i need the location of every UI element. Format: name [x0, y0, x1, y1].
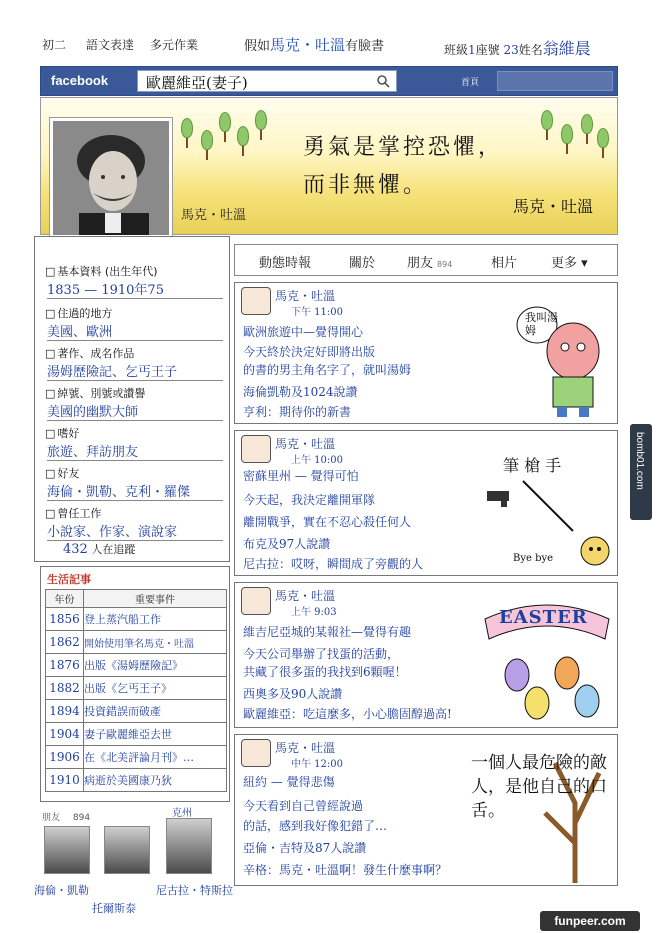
- event-year: 1906: [46, 746, 84, 769]
- friends-label: □ 好友: [45, 465, 79, 481]
- side-watermark: [630, 424, 652, 520]
- post-status: 密蘇里州 — 覺得可怕: [243, 469, 359, 483]
- life-events-table: [45, 589, 227, 792]
- job-label: □ 曾任工作: [45, 505, 101, 521]
- tree-trunk: [206, 150, 208, 160]
- table-row: [46, 654, 227, 677]
- tree-doodle: [237, 126, 249, 146]
- table-row: [46, 631, 227, 654]
- tab-timeline[interactable]: 動態時報: [259, 256, 312, 271]
- search-input[interactable]: 歐麗維亞(妻子): [146, 74, 248, 92]
- class-value: 1: [468, 43, 476, 57]
- follower-count-line: [63, 541, 135, 557]
- tab-friends-count: 894: [437, 260, 453, 269]
- subject-label: 語文表達: [86, 38, 135, 52]
- cover-quote-line2: 而非無懼。: [303, 173, 429, 198]
- title-prefix: 假如: [244, 39, 271, 54]
- title-suffix: 有臉書: [345, 39, 385, 54]
- name-label: 姓名: [518, 43, 543, 57]
- tree-doodle: [219, 112, 231, 132]
- follower-count: 432: [63, 542, 88, 557]
- places-label: □ 住過的地方: [45, 305, 112, 321]
- table-row: [46, 700, 227, 723]
- avatar: [241, 435, 271, 463]
- timeline-post: [234, 582, 618, 728]
- table-row: [46, 769, 227, 792]
- friends-value: 海倫・凱勒、克利・羅傑: [47, 481, 223, 501]
- event-text: 投資錯誤而破產: [84, 700, 227, 723]
- home-link[interactable]: 首頁: [461, 78, 480, 88]
- tab-more[interactable]: 更多 ▾: [551, 256, 588, 271]
- tree-doodle: [201, 130, 213, 150]
- timeline-post: [234, 430, 618, 576]
- post-text: 今天終於決定好即將出版: [243, 345, 376, 359]
- avatar: [241, 287, 271, 315]
- post-author[interactable]: 馬克・吐溫: [275, 741, 336, 755]
- post-text: 今天公司舉辦了找蛋的活動，: [243, 647, 400, 661]
- avatar: [241, 739, 271, 767]
- tree-doodle: [541, 110, 553, 130]
- tab-friends-label: 朋友: [407, 256, 434, 271]
- post-text: 的話，感到我好像犯錯了…: [243, 819, 388, 833]
- search-icon[interactable]: [376, 74, 390, 88]
- post-author[interactable]: 馬克・吐溫: [275, 437, 336, 451]
- tree-trunk: [224, 132, 226, 142]
- post-text: 離開戰爭，實在不忍心殺任何人: [243, 515, 412, 529]
- post-likes[interactable]: 布克及97人說讚: [243, 537, 331, 551]
- speech-bubble-text: 我叫湯姆: [525, 311, 558, 337]
- account-area[interactable]: [497, 71, 613, 91]
- tree-doodle: [255, 110, 267, 130]
- post-status: 歐洲旅遊中—覺得開心: [243, 325, 364, 339]
- follower-suffix: 人在追蹤: [91, 543, 136, 556]
- friends-count: 894: [72, 813, 91, 823]
- post-author[interactable]: 馬克・吐溫: [275, 589, 336, 603]
- page-title: [244, 34, 384, 55]
- basic-info-label: □ 基本資料 (出生年代): [45, 263, 158, 279]
- tree-trunk: [586, 134, 588, 144]
- facebook-top-bar: [40, 66, 618, 96]
- friend-note: 克州: [172, 808, 192, 819]
- post-time: 上午 10:00: [291, 455, 343, 466]
- col-year: 年份: [46, 590, 84, 608]
- post-comment: 歐麗維亞：吃這麼多，小心膽固醇過高!: [243, 707, 452, 721]
- works-value: 湯姆歷險記、乞丐王子: [47, 361, 223, 381]
- life-events-title: 生活記事: [47, 573, 91, 586]
- facebook-logo[interactable]: facebook: [51, 73, 109, 88]
- tab-about[interactable]: 關於: [349, 256, 376, 271]
- friend-photo[interactable]: [166, 818, 212, 874]
- post-time: 下午 11:00: [291, 307, 343, 318]
- side-watermark-text: bomb01.com: [634, 432, 645, 490]
- easter-banner-text: EASTER: [499, 607, 588, 628]
- assignment-label: 多元作業: [150, 38, 199, 52]
- post-author[interactable]: 馬克・吐溫: [275, 289, 336, 303]
- event-text: 在《北美評論月刊》…: [84, 746, 227, 769]
- tree-doodle: [181, 118, 193, 138]
- friend-photo[interactable]: [44, 826, 90, 874]
- friend-name[interactable]: 托爾斯泰: [92, 902, 136, 915]
- friends-title-text: 朋友: [42, 813, 61, 823]
- nickname-value: 美國的幽默大師: [47, 401, 223, 421]
- post-status: 紐約 — 覺得悲傷: [243, 775, 335, 789]
- search-box[interactable]: [137, 70, 397, 92]
- post-status: 維吉尼亞城的某報社—覺得有趣: [243, 625, 412, 639]
- student-name: 翁維晨: [542, 39, 591, 58]
- hobby-value: 旅遊、拜訪朋友: [47, 441, 223, 461]
- post-text: 今天看到自己曾經說過: [243, 799, 364, 813]
- tree-trunk: [260, 130, 262, 140]
- works-label: □ 著作、成名作品: [45, 345, 134, 361]
- timeline-post: [234, 734, 618, 886]
- quote-doodle-text: 一個人最危險的敵人，是他自己的口舌。: [471, 753, 607, 821]
- event-year: 1862: [46, 631, 84, 654]
- tree-doodle: [581, 114, 593, 134]
- post-time: 中午 12:00: [291, 759, 343, 770]
- tab-friends[interactable]: [407, 252, 452, 271]
- tree-doodle: [597, 128, 609, 148]
- event-year: 1876: [46, 654, 84, 677]
- tab-photos[interactable]: 相片: [491, 256, 518, 271]
- bottom-watermark: funpeer.com: [540, 911, 640, 931]
- tree-trunk: [566, 144, 568, 154]
- event-text: 出版《乞丐王子》: [84, 677, 227, 700]
- event-year: 1882: [46, 677, 84, 700]
- post-comment: 亨利：期待你的新書: [243, 405, 352, 419]
- table-row: [46, 746, 227, 769]
- profile-name: 馬克・吐溫: [181, 208, 247, 223]
- event-year: 1894: [46, 700, 84, 723]
- event-year: 1910: [46, 769, 84, 792]
- table-row: [46, 608, 227, 631]
- seat-value: 23: [503, 43, 519, 57]
- post-text: 今天起，我決定離開軍隊: [243, 493, 376, 507]
- col-event: 重要事件: [84, 590, 227, 608]
- profile-photo[interactable]: [50, 118, 172, 238]
- cover-quote-line1: 勇氣是掌控恐懼，: [303, 135, 504, 160]
- places-value: 美國、歐洲: [47, 321, 223, 341]
- post-time: 上午 9:03: [291, 607, 337, 618]
- basic-info-value: 1835 — 1910年75: [47, 279, 223, 299]
- avatar: [241, 587, 271, 615]
- tree-trunk: [602, 148, 604, 158]
- class-info: [444, 36, 591, 59]
- portrait-image: [53, 121, 172, 238]
- event-year: 1856: [46, 608, 84, 631]
- table-row: [46, 723, 227, 746]
- event-text: 出版《湯姆歷險記》: [84, 654, 227, 677]
- event-text: 病逝於美國康乃狄: [84, 769, 227, 792]
- post-comment: 尼古拉：哎呀，瞬間成了旁觀的人: [243, 557, 424, 571]
- life-events-panel: [40, 566, 230, 802]
- doodle-caption: 筆 槍 手: [503, 456, 562, 475]
- post-text: 的書的男主角名字了，就叫湯姆: [243, 363, 412, 377]
- event-text: 開始使用筆名馬克・吐溫: [84, 631, 227, 654]
- tree-trunk: [186, 138, 188, 148]
- profile-tabs: [234, 244, 618, 276]
- tree-trunk: [546, 130, 548, 140]
- seat-label: 座號: [475, 43, 500, 57]
- doodle-bye-text: Bye bye: [513, 553, 554, 564]
- post-comment: 辛格：馬克・吐溫啊！發生什麼事啊？: [243, 863, 448, 877]
- post-likes[interactable]: 亞倫・吉特及87人說讚: [243, 841, 367, 855]
- cover-quote-author: 馬克・吐溫: [513, 197, 594, 216]
- class-label: 班級: [444, 43, 469, 57]
- timeline-post: [234, 282, 618, 424]
- tree-doodle: [561, 124, 573, 144]
- event-text: 登上蒸汽船工作: [84, 608, 227, 631]
- friend-name[interactable]: 海倫・凱勒: [34, 884, 89, 897]
- title-name: 馬克・吐溫: [270, 36, 346, 54]
- friend-photo[interactable]: [104, 826, 150, 874]
- event-year: 1904: [46, 723, 84, 746]
- job-value: 小說家、作家、演說家: [47, 521, 223, 541]
- info-panel: [34, 236, 230, 562]
- post-likes[interactable]: 西奧多及90人說讚: [243, 687, 343, 701]
- post-likes[interactable]: 海倫凱勒及1024說讚: [243, 385, 358, 399]
- table-row: [46, 677, 227, 700]
- tree-trunk: [242, 146, 244, 156]
- hobby-label: □ 嗜好: [45, 425, 79, 441]
- friends-section-title: [42, 810, 90, 823]
- event-text: 妻子歐麗維亞去世: [84, 723, 227, 746]
- friend-name[interactable]: 尼古拉・特斯拉: [156, 884, 233, 897]
- post-text: 共藏了很多蛋的我找到6顆喔！: [243, 665, 407, 679]
- grade-label: 初二: [42, 38, 67, 52]
- nickname-label: □ 綽號、別號或讚譽: [45, 385, 145, 401]
